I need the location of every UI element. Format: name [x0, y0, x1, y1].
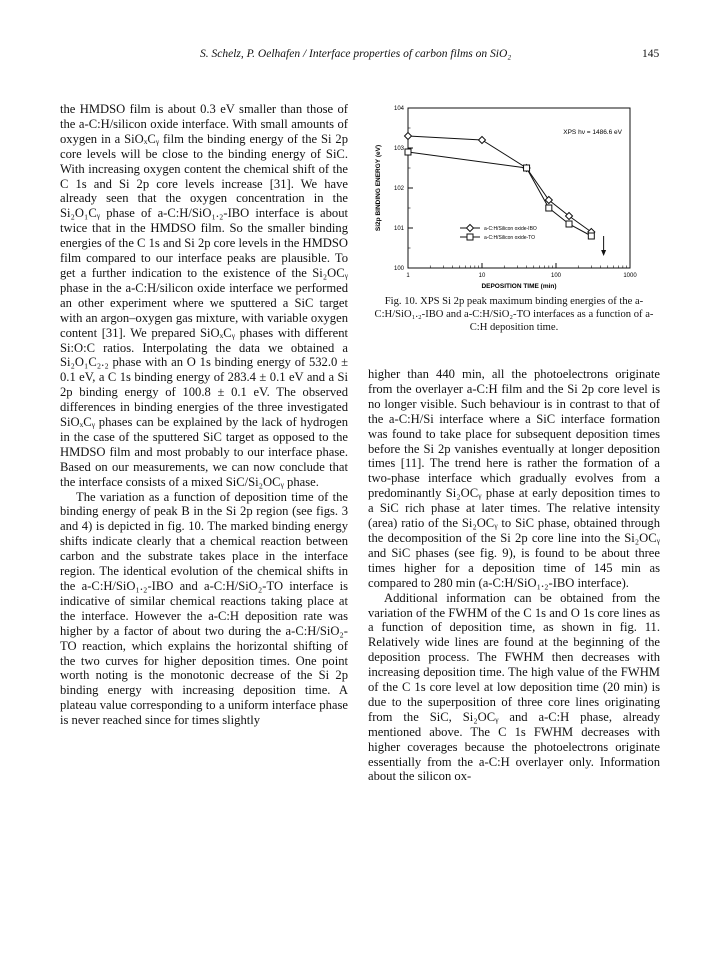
energy-annotation: XPS hν = 1486.6 eV — [563, 129, 622, 136]
left-paragraph-2: The variation as a function of deposition time of the binding energy of peak B in the Si 2p region (see figs. 3 and 4) is depicted in fig. 10. The marked binding energy shifts indicate clearly that a chemical reaction between carbon and the substrate takes place in the interface region. The identical evolution of the chemical shifts in the a-C:H/SiO₁.₂-IBO and a-C:H/SiO₂-TO interface is indicative of similar chemical reactions taking place at the interface. However the a-C:H deposition rate was higher by a factor of about two during the a-C:H/SiO₂-TO reaction, which explains the horizontal shifting of the two curves for higher deposition times. One point worth noting is the monotonic decrease of the Si 2p binding energy with increasing deposition time. A plateau value corresponding to a uniform interface phase is never reached since for times slightly — [60, 489, 348, 728]
y-tick-label: 101 — [393, 226, 404, 232]
series-line-1 — [408, 136, 591, 232]
legend-marker — [467, 234, 473, 240]
running-title: S. Schelz, P. Oelhafen / Interface properties of carbon films on SiO₂ — [200, 48, 512, 60]
legend-label: a-C:H/Silicon oxide-IBO — [484, 226, 537, 232]
data-point — [566, 221, 572, 227]
x-tick-label: 100 — [550, 273, 562, 279]
data-point — [524, 165, 530, 171]
data-point — [405, 149, 411, 155]
binding-energy-chart — [368, 102, 660, 292]
x-tick-label: 1000 — [623, 273, 637, 279]
x-axis-label: DEPOSITION TIME (min) — [481, 283, 557, 290]
data-point — [588, 233, 594, 239]
left-column — [60, 102, 348, 728]
x-tick-label: 1 — [406, 273, 410, 279]
y-tick-label: 100 — [393, 266, 404, 272]
data-point — [479, 137, 486, 144]
y-tick-label: 103 — [393, 146, 404, 152]
figure-caption: Fig. 10. XPS Si 2p peak maximum binding energies of the a-C:H/SiO₁.₂-IBO and a-C:H/SiO₂-TO interfaces as a function of a-C:H deposition time. — [374, 296, 654, 333]
page-number: 145 — [642, 48, 660, 60]
page-header — [0, 48, 720, 66]
y-tick-label: 102 — [393, 186, 404, 192]
y-axis-label: Si2p BINDING ENERGY (eV) — [375, 144, 382, 232]
figure-10 — [368, 102, 660, 292]
data-point — [405, 133, 412, 140]
y-tick-label: 104 — [393, 106, 404, 112]
right-paragraph-2: Additional information can be obtained from the variation of the FWHM of the C 1s and O 1s core lines as a function of deposition time, as shown in fig. 11. Relatively wide lines are found at the beginning of the deposition process. The FWHM then decreases with increasing deposition time. The high value of the FWHM of the C 1s core level at low deposition time (20 min) is due to the superposition of three core lines originating from the SiC, Si₂OCᵧ and a-C:H phase, already mentioned above. The C 1s FWHM decreases with higher coverages because the photoelectrons originate essentially from the a-C:H overlayer only. Information about the silicon ox- — [368, 590, 660, 784]
series-line-2 — [408, 152, 591, 236]
data-point — [546, 205, 552, 211]
right-paragraph-1: higher than 440 min, all the photoelectrons originate from the overlayer a-C:H film and the Si 2p core level is no longer visible. Such behaviour is in contrast to that of the a-C:H/Si interface where a SiC interface formation was found to take place for subsequent deposition times before the Si 2p vanishes eventually at longer deposition times [11]. The trend here is rather the formation of a two-phase interface which gradually evolves from a predominantly Si₂OCᵧ phase at early deposition times to a SiC rich phase at later times. The relative intensity (area) ratio of the Si₂OCᵧ to SiC phase, obtained through the decomposition of the Si 2p core line into the Si₂OCᵧ and SiC phases (see fig. 9), is found to be about three times higher for a deposition time of 145 min as compared to 280 min (a-C:H/SiO₁.₂-IBO interface). — [368, 367, 660, 590]
legend-label: a-C:H/Silicon oxide-TO — [484, 235, 536, 241]
right-column — [368, 367, 660, 784]
left-paragraph-1: the HMDSO film is about 0.3 eV smaller than those of the a-C:H/silicon oxide interface. With small amounts of oxygen in a SiOₓCᵧ film the binding energy of the Si 2p core levels will be close to the binding energy of SiC. With increasing oxygen content the chemical shift of the C 1s and Si 2p core levels increase [31]. We have already seen that the oxygen concentration in the Si₂O₁Cᵧ phase of a-C:H/SiO₁.₂-IBO interface is about twice that in the HMDSO film. So the smaller binding energies of the C 1s and Si 2p core levels in the HMDSO film compared to our interface peaks are plausible. To get a further indication to the existence of the Si₂OCᵧ phase in the a-C:H/silicon oxide interface we performed an other experiment where we sputtered a SiC target with an argon–oxygen gas mixture, with variable oxygen content [31]. We prepared SiOₓCᵧ phases with different Si:O:C ratios. Interpolating the data we obtained a Si₂O₁C₂.₂ phase with an O 1s binding energy of 532.0 ± 0.1 eV, a C 1s binding energy of 283.4 ± 0.1 eV and a Si 2p binding energy of 100.8 ± 0.1 eV. The observed differences in binding energies of the three investigated SiOₓCᵧ phases can be explained by the lack of hydrogen in the case of the sputtered SiC target as opposed to the HMDSO film and most probably to our interface phase. Based on our measurements, we can now conclude that the interface consists of a mixed SiC/Si₂OCᵧ phase. — [60, 102, 348, 489]
x-tick-label: 10 — [478, 273, 486, 279]
tail-arrow — [601, 250, 606, 256]
legend-marker — [467, 225, 474, 232]
